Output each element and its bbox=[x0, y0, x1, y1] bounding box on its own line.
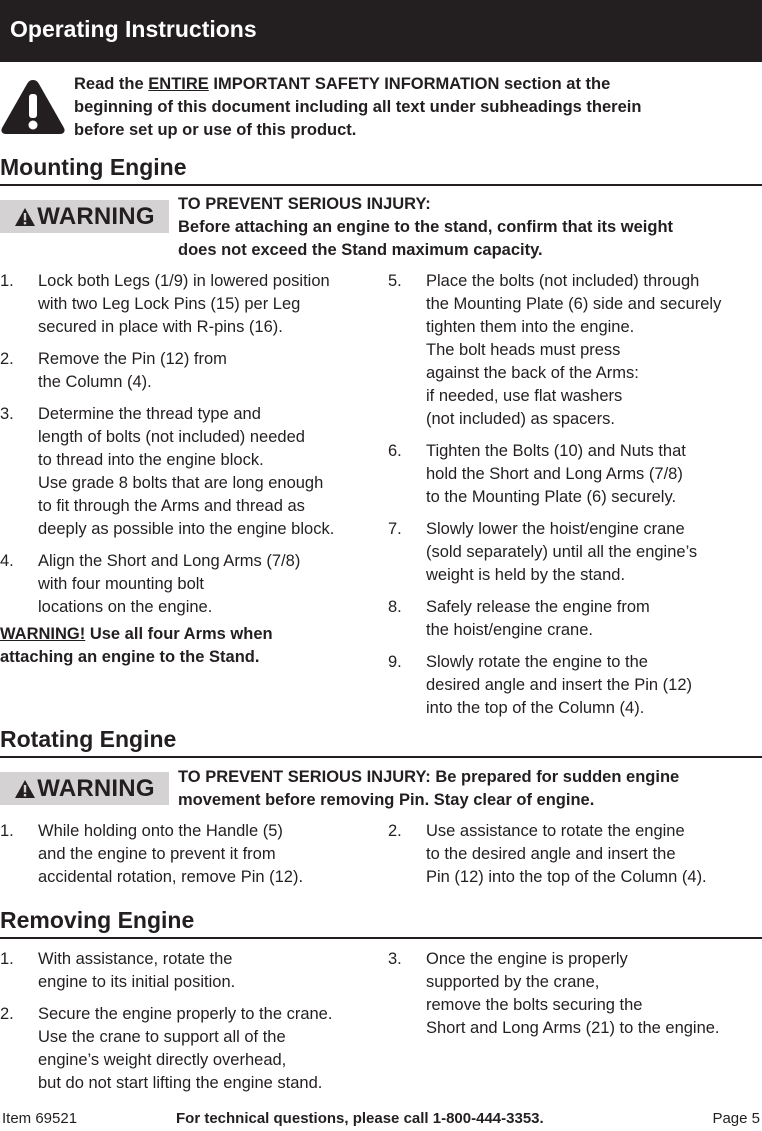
step-line: Align the Short and Long Arms (7/8) bbox=[38, 552, 301, 570]
column-warning-line2: attaching an engine to the Stand. bbox=[0, 648, 260, 666]
step-number: 1. bbox=[0, 272, 14, 290]
removing-steps-left bbox=[0, 948, 380, 1104]
step-number: 2. bbox=[0, 1005, 14, 1023]
warning-badge bbox=[0, 200, 169, 233]
safety-line2: beginning of this document including all text under subheadings therein bbox=[74, 98, 642, 116]
step-line: remove the bolts securing the bbox=[426, 996, 643, 1014]
step-item bbox=[0, 348, 380, 394]
safety-line1-rest: IMPORTANT SAFETY INFORMATION section at the bbox=[208, 75, 611, 93]
step-line: desired angle and insert the Pin (12) bbox=[426, 676, 692, 694]
exclamation-triangle-icon bbox=[0, 78, 66, 136]
warning-line: TO PREVENT SERIOUS INJURY: Be prepared for sudden engine bbox=[178, 768, 680, 786]
step-number: 7. bbox=[388, 520, 402, 538]
step-line: Remove the Pin (12) from bbox=[38, 350, 227, 368]
mounting-steps-right bbox=[388, 270, 762, 729]
step-line: length of bolts (not included) needed bbox=[38, 428, 305, 446]
safety-notice bbox=[74, 73, 762, 142]
mounting-steps-left bbox=[0, 270, 380, 628]
step-item bbox=[388, 440, 762, 509]
step-number: 9. bbox=[388, 653, 402, 671]
step-line: The bolt heads must press bbox=[426, 341, 621, 359]
step-number: 8. bbox=[388, 598, 402, 616]
step-line: Secure the engine properly to the crane. bbox=[38, 1005, 333, 1023]
step-line: Safely release the engine from bbox=[426, 598, 650, 616]
step-item bbox=[388, 270, 762, 431]
step-line: locations on the engine. bbox=[38, 598, 213, 616]
step-line: against the back of the Arms: bbox=[426, 364, 639, 382]
step-line: to the Mounting Plate (6) securely. bbox=[426, 488, 677, 506]
step-item bbox=[388, 820, 762, 889]
step-line: with four mounting bolt bbox=[38, 575, 205, 593]
footer-item-number: Item 69521 bbox=[2, 1110, 78, 1127]
warning-triangle-icon bbox=[14, 779, 36, 799]
step-line: to fit through the Arms and thread as bbox=[38, 497, 305, 515]
step-line: With assistance, rotate the bbox=[38, 950, 233, 968]
step-line: engine to its initial position. bbox=[38, 973, 236, 991]
step-line: the hoist/engine crane. bbox=[426, 621, 593, 639]
step-line: accidental rotation, remove Pin (12). bbox=[38, 868, 304, 886]
column-warning-line1: Use all four Arms when bbox=[85, 625, 273, 643]
footer-page-number: Page 5 bbox=[712, 1110, 760, 1127]
mounting-rule bbox=[0, 184, 762, 186]
step-line: Tighten the Bolts (10) and Nuts that bbox=[426, 442, 686, 460]
step-line: tighten them into the engine. bbox=[426, 318, 635, 336]
rotating-steps-left bbox=[0, 820, 380, 898]
rotating-warning-text bbox=[178, 766, 762, 812]
step-line: deeply as possible into the engine block. bbox=[38, 520, 335, 538]
step-item bbox=[0, 820, 380, 889]
step-line: but do not start lifting the engine stand. bbox=[38, 1074, 323, 1092]
step-item bbox=[0, 270, 380, 339]
removing-rule bbox=[0, 937, 762, 939]
step-line: Pin (12) into the top of the Column (4). bbox=[426, 868, 707, 886]
step-number: 1. bbox=[0, 822, 14, 840]
step-line: weight is held by the stand. bbox=[426, 566, 626, 584]
step-item bbox=[388, 651, 762, 720]
rotating-rule bbox=[0, 756, 762, 758]
step-item bbox=[388, 948, 762, 1040]
step-item bbox=[0, 403, 380, 541]
safety-emphasis: ENTIRE bbox=[148, 75, 209, 93]
warning-line: movement before removing Pin. Stay clear of engine. bbox=[178, 791, 595, 809]
step-line: Use grade 8 bolts that are long enough bbox=[38, 474, 324, 492]
step-line: supported by the crane, bbox=[426, 973, 600, 991]
step-line: to the desired angle and insert the bbox=[426, 845, 676, 863]
step-number: 2. bbox=[388, 822, 402, 840]
safety-line3: before set up or use of this product. bbox=[74, 121, 357, 139]
step-item bbox=[388, 596, 762, 642]
removing-heading: Removing Engine bbox=[0, 907, 195, 933]
step-line: Slowly lower the hoist/engine crane bbox=[426, 520, 685, 538]
warning-badge bbox=[0, 772, 169, 805]
column-warning-label: WARNING! bbox=[0, 625, 86, 643]
step-line: Use assistance to rotate the engine bbox=[426, 822, 685, 840]
step-line: Use the crane to support all of the bbox=[38, 1028, 286, 1046]
step-number: 2. bbox=[0, 350, 14, 368]
step-line: Slowly rotate the engine to the bbox=[426, 653, 648, 671]
step-line: secured in place with R-pins (16). bbox=[38, 318, 283, 336]
step-number: 6. bbox=[388, 442, 402, 460]
step-item bbox=[0, 550, 380, 619]
mounting-heading: Mounting Engine bbox=[0, 154, 187, 180]
step-number: 5. bbox=[388, 272, 402, 290]
step-number: 4. bbox=[0, 552, 14, 570]
rotating-steps-right bbox=[388, 820, 762, 898]
step-line: and the engine to prevent it from bbox=[38, 845, 276, 863]
step-line: While holding onto the Handle (5) bbox=[38, 822, 283, 840]
step-line: (not included) as spacers. bbox=[426, 410, 615, 428]
warning-label: WARNING bbox=[37, 202, 155, 230]
step-line: hold the Short and Long Arms (7/8) bbox=[426, 465, 683, 483]
step-line: with two Leg Lock Pins (15) per Leg bbox=[38, 295, 301, 313]
step-line: (sold separately) until all the engine’s bbox=[426, 543, 698, 561]
step-number: 3. bbox=[0, 405, 14, 423]
step-item bbox=[0, 1003, 380, 1095]
removing-steps-right bbox=[388, 948, 762, 1049]
header-bar bbox=[0, 0, 762, 62]
step-number: 3. bbox=[388, 950, 402, 968]
step-line: into the top of the Column (4). bbox=[426, 699, 645, 717]
step-item bbox=[388, 518, 762, 587]
footer-contact: For technical questions, please call 1-800-444-3353. bbox=[176, 1110, 544, 1127]
warning-line: TO PREVENT SERIOUS INJURY: bbox=[178, 195, 431, 213]
step-number: 1. bbox=[0, 950, 14, 968]
step-line: engine’s weight directly overhead, bbox=[38, 1051, 287, 1069]
step-line: Determine the thread type and bbox=[38, 405, 261, 423]
rotating-heading: Rotating Engine bbox=[0, 726, 177, 752]
warning-line: Before attaching an engine to the stand, confirm that its weight bbox=[178, 218, 674, 236]
step-line: if needed, use flat washers bbox=[426, 387, 623, 405]
step-line: Lock both Legs (1/9) in lowered position bbox=[38, 272, 330, 290]
safety-prefix: Read the bbox=[74, 75, 149, 93]
warning-label: WARNING bbox=[37, 774, 155, 802]
step-line: the Column (4). bbox=[38, 373, 152, 391]
page-title: Operating Instructions bbox=[10, 16, 257, 42]
step-line: Short and Long Arms (21) to the engine. bbox=[426, 1019, 720, 1037]
step-line: to thread into the engine block. bbox=[38, 451, 264, 469]
step-line: Place the bolts (not included) through bbox=[426, 272, 700, 290]
warning-triangle-icon bbox=[14, 207, 36, 227]
column-warning bbox=[0, 623, 273, 669]
step-line: Once the engine is properly bbox=[426, 950, 628, 968]
mounting-warning-text bbox=[178, 193, 762, 262]
step-item bbox=[0, 948, 380, 994]
warning-line: does not exceed the Stand maximum capacity. bbox=[178, 241, 543, 259]
step-line: the Mounting Plate (6) side and securely bbox=[426, 295, 722, 313]
